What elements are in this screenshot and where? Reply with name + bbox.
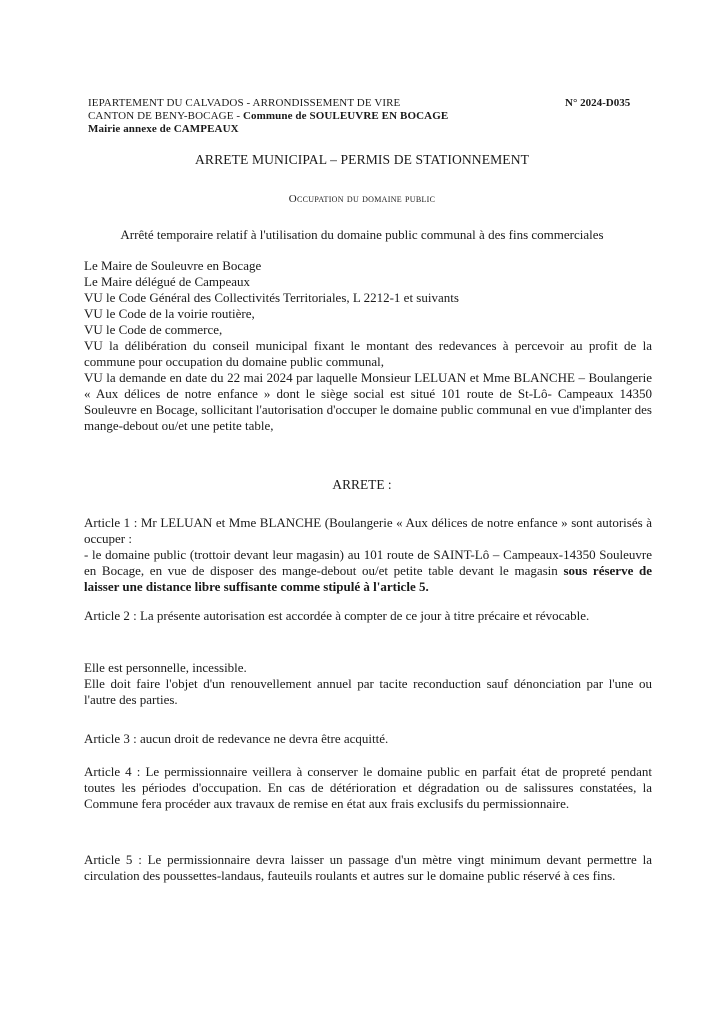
article-1-detail-text: - le domaine public (trottoir devant leur magasin) au 101 route de SAINT-Lô – Campeaux-14350 Souleuvre en Bocage, en vue de disposer des mange-debout ou/et petite table devant le magasin xyxy=(84,547,652,578)
preamble-line: VU le Code de commerce, xyxy=(84,322,223,337)
document-subtitle: Occupation du domaine public xyxy=(288,193,436,205)
article-1-detail xyxy=(84,547,652,595)
preamble-line: VU la délibération du conseil municipal fixant le montant des redevances à percevoir au profit de la commune pour occupation du domaine public communal, xyxy=(84,338,652,369)
preamble-line: VU le Code Général des Collectivités Territoriales, L 2212-1 et suivants xyxy=(84,290,459,305)
document-number: N° 2024-D035 xyxy=(565,97,631,109)
preamble xyxy=(84,258,652,434)
article-4: Article 4 : Le permissionnaire veillera à conserver le domaine public en parfait état de propreté pendant toutes les périodes d'occupation. En cas de détérioration et dégradation ou de salissures constatées, la Commune fera procéder aux travaux de remise en état aux frais exclusifs du permissionnaire. xyxy=(84,764,652,811)
article-1-intro: Article 1 : Mr LELUAN et Mme BLANCHE (Boulangerie « Aux délices de notre enfance » sont autorisés à occuper : xyxy=(84,515,652,546)
article-2: Article 2 : La présente autorisation est accordée à compter de ce jour à titre précaire et révocable. xyxy=(84,608,590,623)
article-2-personal: Elle est personnelle, incessible. xyxy=(84,660,247,675)
document-intro: Arrêté temporaire relatif à l'utilisation du domaine public communal à des fins commerciales xyxy=(120,227,604,242)
arrete-heading: ARRETE : xyxy=(332,477,392,492)
preamble-line: Le Maire de Souleuvre en Bocage xyxy=(84,258,262,273)
document-title: ARRETE MUNICIPAL – PERMIS DE STATIONNEMENT xyxy=(194,152,530,167)
article-3: Article 3 : aucun droit de redevance ne devra être acquitté. xyxy=(84,731,389,746)
letterhead-canton xyxy=(88,110,548,123)
preamble-line: Le Maire délégué de Campeaux xyxy=(84,274,251,289)
article-1-reserve: sous réserve de laisser une distance libre suffisante comme stipulé à l'article 5. xyxy=(84,563,652,594)
article-1 xyxy=(84,515,652,595)
article-5: Article 5 : Le permissionnaire devra laisser un passage d'un mètre vingt minimum devant permettre la circulation des poussettes-landaus, fauteuils roulants et autres sur le domaine public réservé à ces fins. xyxy=(84,852,652,883)
letterhead-department: IEPARTEMENT DU CALVADOS - ARRONDISSEMENT DE VIRE xyxy=(88,97,401,109)
letterhead-mairie: Mairie annexe de CAMPEAUX xyxy=(88,123,239,135)
letterhead xyxy=(88,97,548,136)
article-2-continued xyxy=(84,660,652,708)
preamble-line: VU le Code de la voirie routière, xyxy=(84,306,255,321)
preamble-line: VU la demande en date du 22 mai 2024 par laquelle Monsieur LELUAN et Mme BLANCHE – Boulangerie « Aux délices de notre enfance » dont le siège social est situé 101 route de St-Lô- Campeaux 14350 Souleuvre en Bocage, sollicitant l'autorisation d'occuper le domaine public communal en vue d'implanter des mange-debout ou/et une petite table, xyxy=(84,370,652,433)
letterhead-canton-prefix: CANTON DE BENY-BOCAGE - xyxy=(88,110,243,122)
letterhead-commune: Commune de SOULEUVRE EN BOCAGE xyxy=(242,110,449,122)
article-2-renewal: Elle doit faire l'objet d'un renouvellement annuel par tacite reconduction sauf dénonciation par l'une ou l'autre des parties. xyxy=(84,676,652,707)
